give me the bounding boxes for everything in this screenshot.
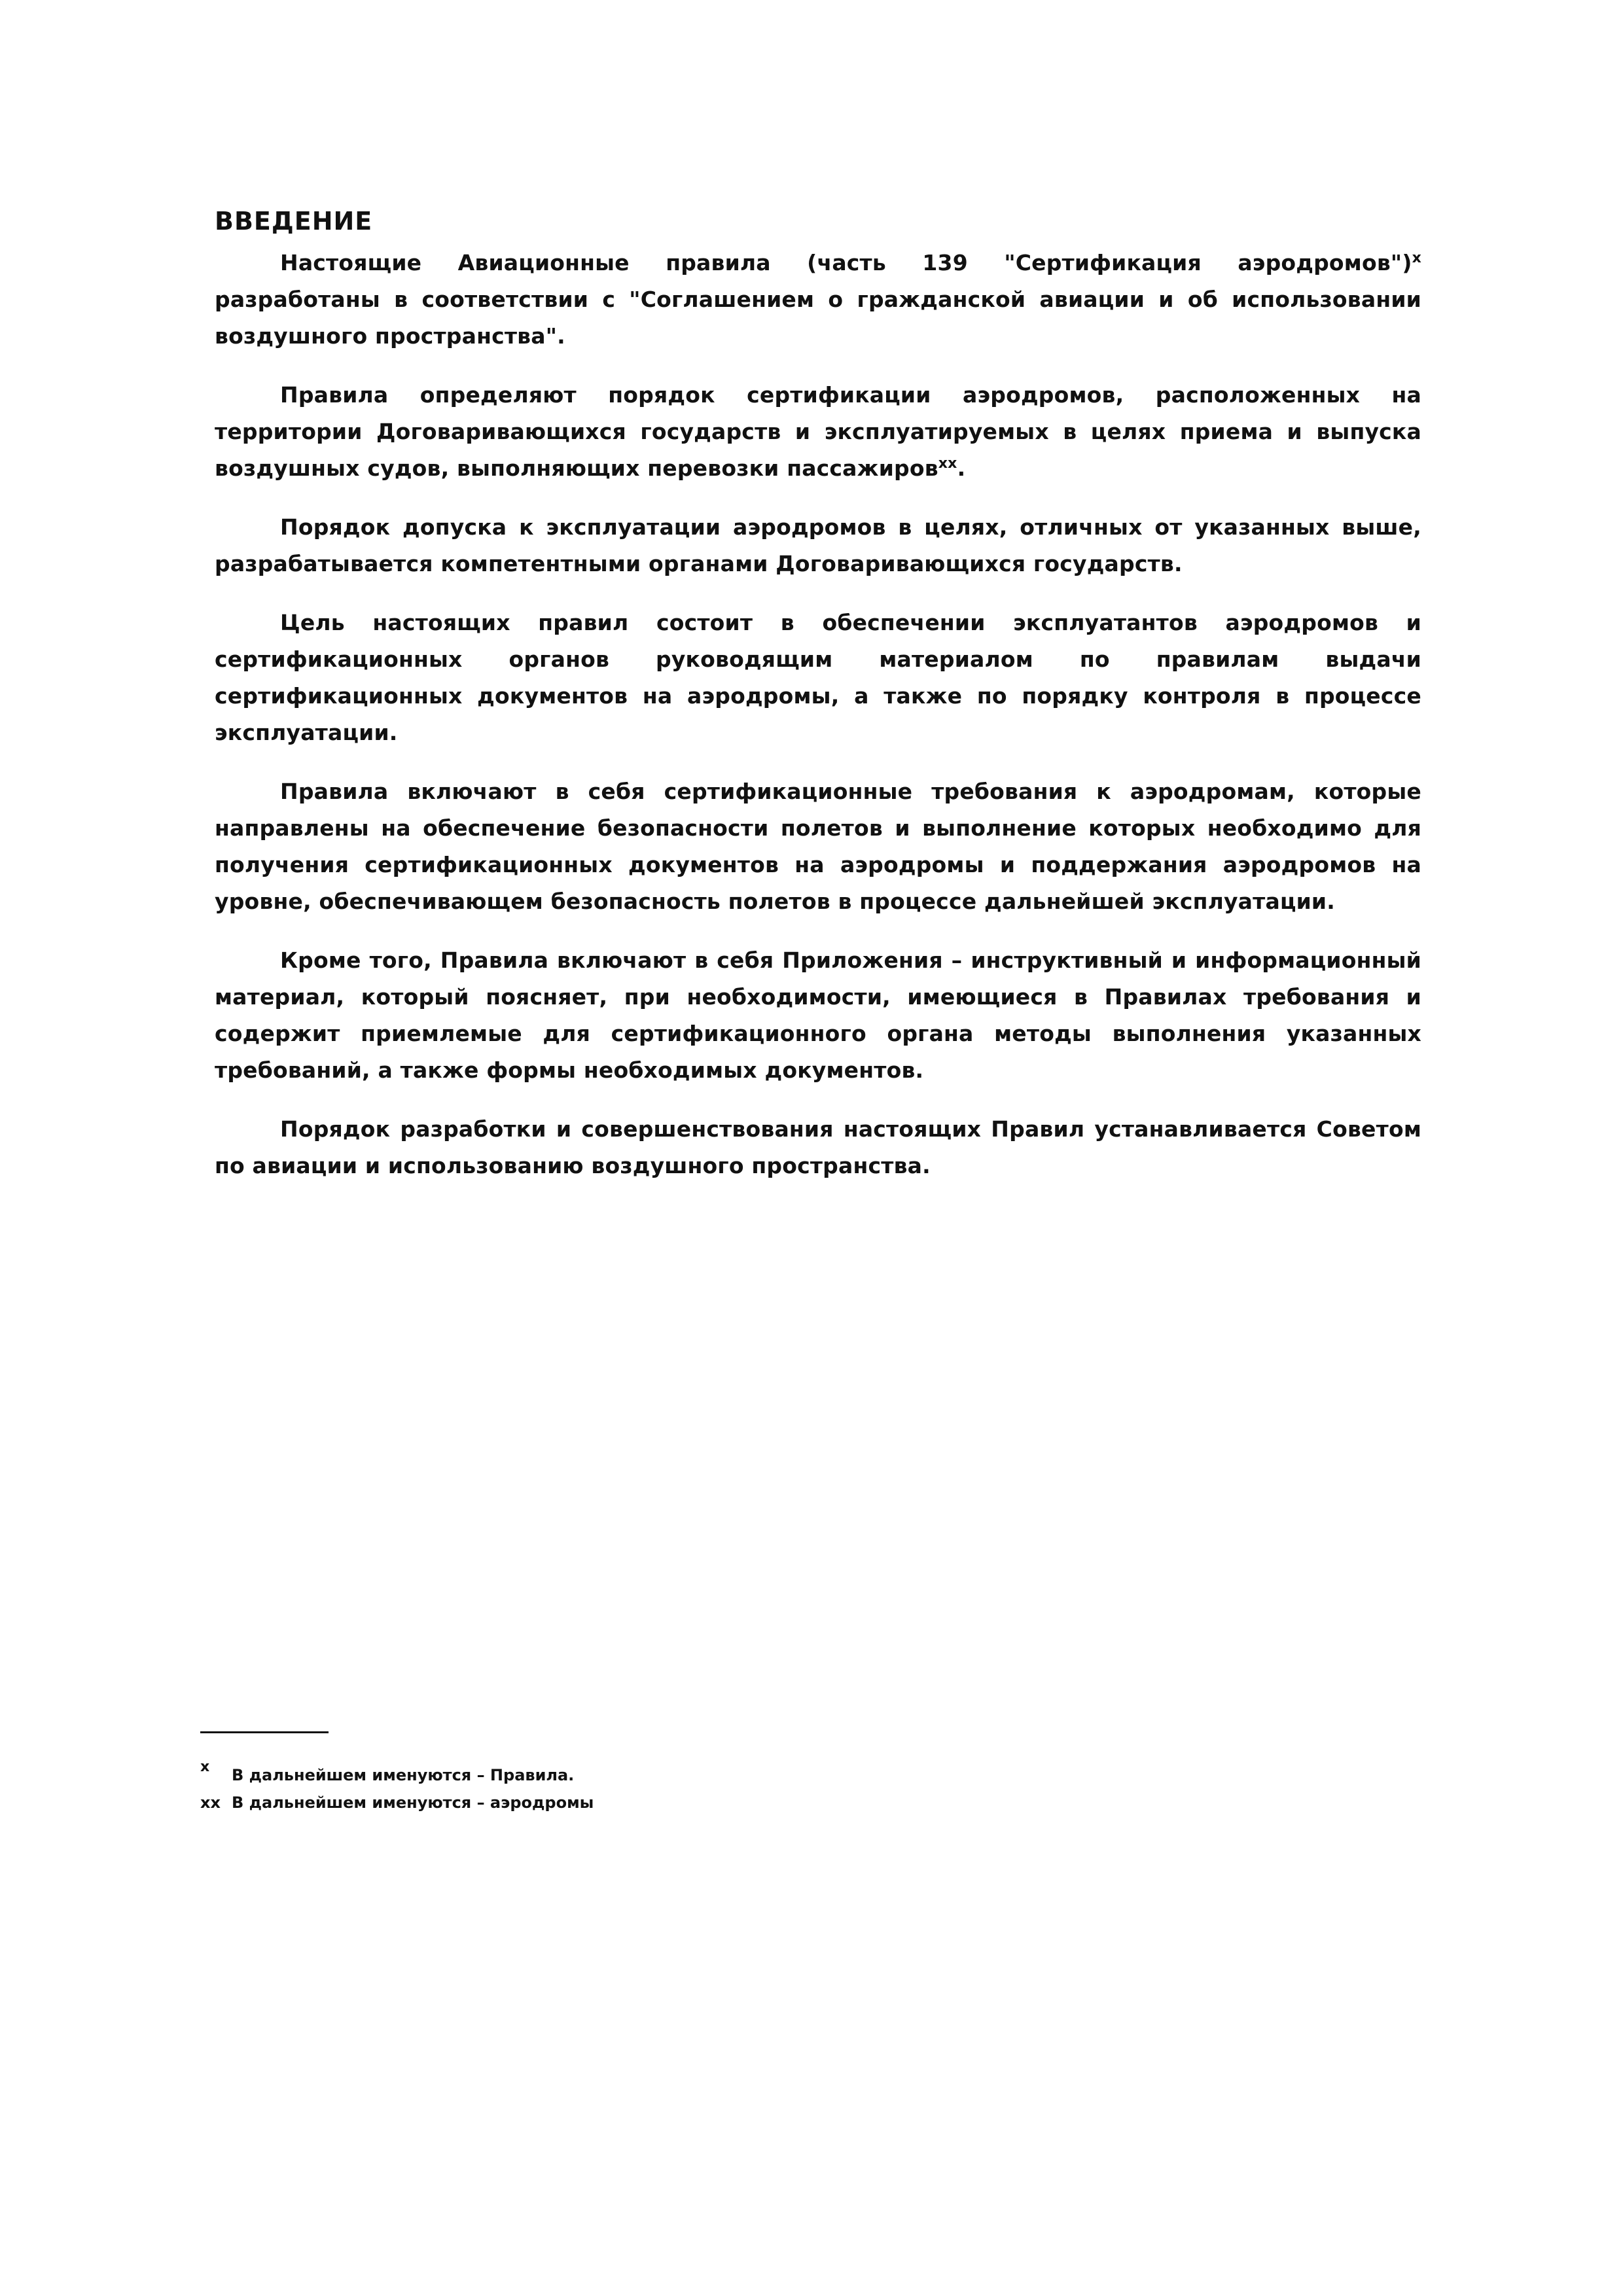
paragraph-4 bbox=[215, 605, 1421, 751]
document-body bbox=[215, 204, 1421, 1207]
paragraph-2-text-cont: . bbox=[957, 455, 966, 481]
paragraph-5-text: Правила включают в себя сертификационные требования к аэродромам, которые направлены на обеспечение безопасности полетов и выполнение которых необходимо для получения сертификационных документов на аэродромы и поддержания аэродромов на уровне, обеспечивающем безопасность полетов в процессе дальнейшей эксплуатации. bbox=[215, 779, 1421, 914]
footnote-2 bbox=[200, 1790, 986, 1816]
paragraph-5 bbox=[215, 773, 1421, 920]
footnote-ref-x: x bbox=[1412, 250, 1421, 266]
paragraph-1 bbox=[215, 245, 1421, 355]
paragraph-2-text: Правила определяют порядок сертификации аэродромов, расположенных на территории Договаривающихся государств и эксплуатируемых в целях приема и выпуска воздушных судов, выполняющих перевозки пассажиров bbox=[215, 382, 1421, 481]
footnote-1-text: В дальнейшем именуются – Правила. bbox=[232, 1766, 575, 1784]
footnote-2-text: В дальнейшем именуются – аэродромы bbox=[232, 1793, 594, 1812]
footnote-mark-x: x bbox=[200, 1759, 210, 1775]
footnotes bbox=[200, 1731, 986, 1816]
paragraph-3 bbox=[215, 509, 1421, 582]
paragraph-6 bbox=[215, 942, 1421, 1089]
paragraph-6-text: Кроме того, Правила включают в себя Приложения – инструктивный и информационный материал, который поясняет, при необходимости, имеющиеся в Правилах требования и содержит приемлемые для сертификационного органа методы выполнения указанных требований, а также формы необходимых документов. bbox=[215, 947, 1421, 1083]
paragraph-2 bbox=[215, 377, 1421, 487]
paragraph-1-text: Настоящие Авиационные правила (часть 139 "Сертификация аэродромов") bbox=[280, 250, 1412, 275]
paragraph-7 bbox=[215, 1111, 1421, 1184]
footnote-divider bbox=[200, 1731, 329, 1733]
footnote-1 bbox=[200, 1759, 986, 1790]
paragraph-4-text: Цель настоящих правил состоит в обеспечении эксплуатантов аэродромов и сертификационных органов руководящим материалом по правилам выдачи сертификационных документов на аэродромы, а также по порядку контроля в процессе эксплуатации. bbox=[215, 610, 1421, 745]
paragraph-7-text: Порядок разработки и совершенствования настоящих Правил устанавливается Советом по авиации и использованию воздушного пространства. bbox=[215, 1116, 1421, 1178]
paragraph-3-text: Порядок допуска к эксплуатации аэродромов в целях, отличных от указанных выше, разрабатывается компетентными органами Договаривающихся государств. bbox=[215, 514, 1421, 576]
paragraph-1-text-cont: разработаны в соответствии с "Соглашением о гражданской авиации и об использовании воздушного пространства". bbox=[215, 287, 1421, 349]
document-heading: ВВЕДЕНИЕ bbox=[215, 207, 373, 236]
footnote-ref-xx: xx bbox=[938, 455, 957, 472]
footnote-mark-xx: xx bbox=[200, 1793, 221, 1812]
